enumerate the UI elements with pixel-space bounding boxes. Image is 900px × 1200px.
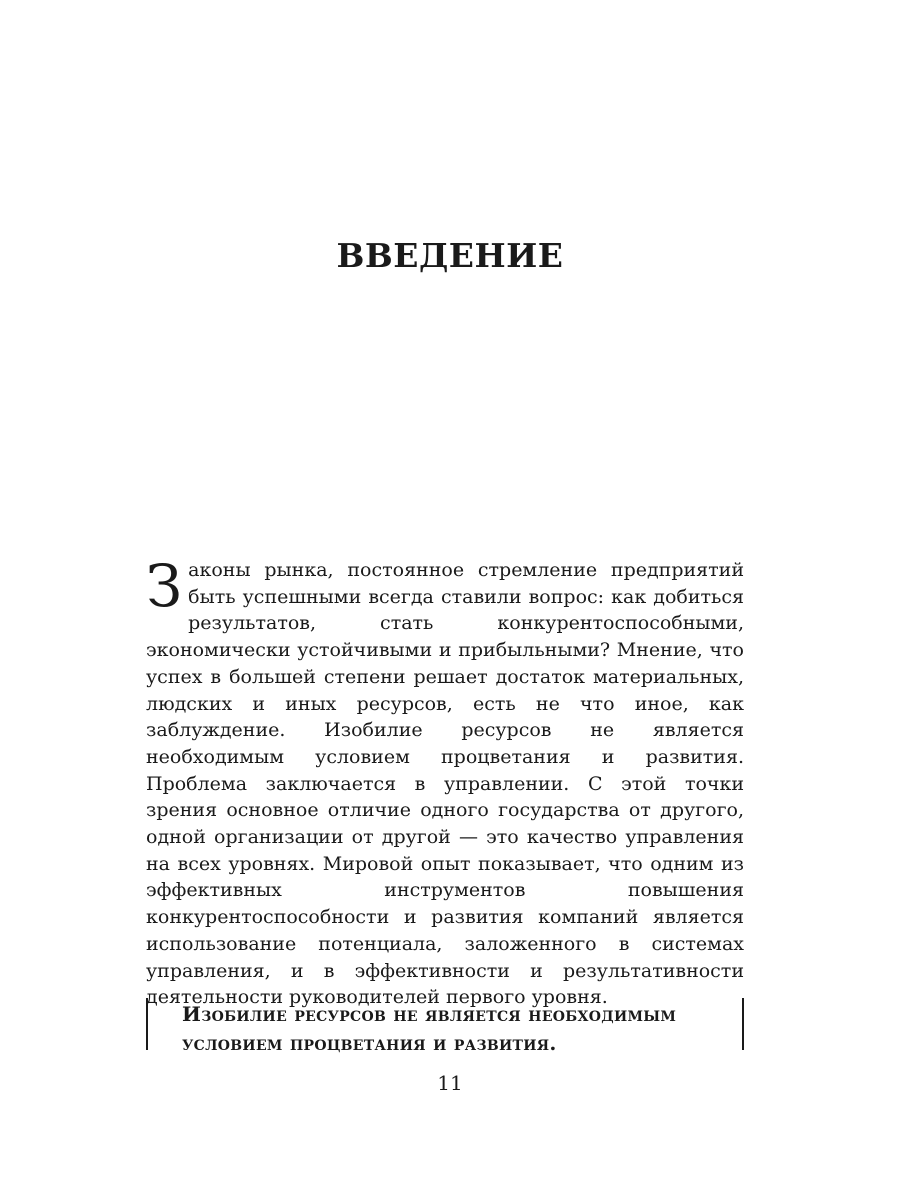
- body-paragraph-text: аконы рынка, постоянное стремление предприятий быть успешными всегда ставили вопрос: как добиться результатов, стать конкурентоспособными, экономически устойчивыми и прибыльными? Мнение, что успех в большей степени решает достаток материальных, людских и иных ресурсов, есть не что иное, как заблуждение. Изобилие ресурсов не является необходимым условием процветания и развития. Проблема заключается в управлении. С этой точки зрения основное отличие одного государства от другого, одной организации от другой — это качество управления на всех уровнях. Мировой опыт показывает, что одним из эффективных инструментов повышения конкурентоспособности и развития компаний является использование потенциала, заложенного в системах управления, и в эффективности и результативности деятельности руководителей первого уровня.: [146, 559, 744, 1009]
- page-number: 11: [437, 1071, 463, 1095]
- pull-quote: [146, 998, 744, 1055]
- body-paragraph: [146, 552, 744, 1011]
- drop-cap: З: [146, 552, 183, 620]
- pull-quote-text: Изобилие ресурсов не является необходимым условием процветания и развития.: [182, 1002, 677, 1055]
- chapter-title: ВВЕДЕНИЕ: [336, 236, 564, 275]
